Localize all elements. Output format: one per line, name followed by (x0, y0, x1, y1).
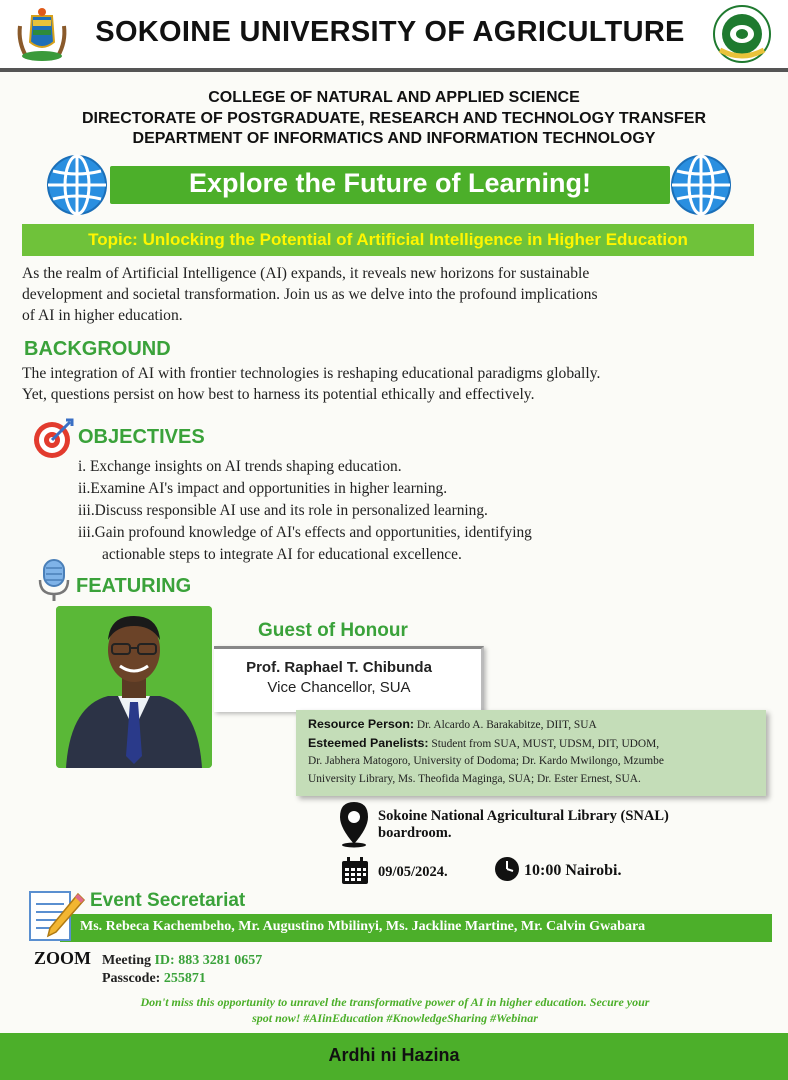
call-to-action (90, 995, 700, 1026)
topic-text: Topic: Unlocking the Potential of Artificial Intelligence in Higher Education (88, 230, 688, 249)
department-headings (0, 88, 788, 150)
zoom-id-value: 883 3281 0657 (178, 953, 263, 968)
panelists-line: Dr. Jabhera Matogoro, University of Dodoma; Dr. Kardo Mwilongo, Mzumbe (308, 755, 664, 767)
globe-icon (46, 154, 108, 216)
zoom-brand: ZOOM (34, 948, 91, 968)
zoom-id-label: ID: (154, 953, 175, 968)
intro-line: As the realm of Artificial Intelligence (AI) expands, it reveals new horizons for sustainable (22, 265, 590, 282)
intro-paragraph (22, 263, 762, 326)
guest-card (214, 646, 484, 712)
venue-text (378, 808, 738, 842)
title-banner (110, 166, 670, 204)
zoom-meeting-id (102, 953, 262, 969)
panelists-value: Student from SUA, MUST, UDSM, DIT, UDOM, (431, 737, 660, 750)
objectives-list (78, 456, 758, 566)
cta-line: Don't miss this opportunity to unravel the transformative power of AI in higher education. Secure your (140, 995, 650, 1009)
resource-panel (296, 710, 766, 796)
zoom-passcode-label: Passcode: (102, 971, 161, 986)
guest-photo (56, 606, 212, 768)
resource-person-line (308, 716, 758, 735)
venue-line: boardroom. (378, 825, 452, 841)
background-line: The integration of AI with frontier technologies is reshaping educational paradigms globally. (22, 365, 601, 382)
objectives-heading: OBJECTIVES (78, 426, 205, 448)
calendar-icon (340, 856, 370, 886)
footer-bar (0, 1033, 788, 1080)
zoom-passcode (102, 971, 206, 987)
microphone-icon (36, 558, 72, 602)
zoom-passcode-value: 255871 (163, 971, 206, 986)
panelists-line (308, 735, 758, 754)
featuring-heading: FEATURING (76, 575, 192, 597)
footer-motto: Ardhi ni Hazina (328, 1045, 460, 1065)
secretariat-bar (60, 914, 772, 942)
clock-icon (494, 856, 520, 882)
panelists-line: University Library, Ms. Theofida Maginga, SUA; Dr. Ester Ernest, SUA. (308, 772, 641, 785)
list-item-continuation: actionable steps to integrate AI for educational excellence. (102, 546, 462, 563)
background-heading: BACKGROUND (24, 338, 171, 360)
resource-person-label: Resource Person: (308, 717, 415, 731)
cta-line: spot now! #AIinEducation #KnowledgeSharing #Webinar (252, 1010, 538, 1025)
topic-bar (22, 224, 754, 256)
header-bar (0, 0, 788, 72)
target-icon (32, 418, 74, 460)
tanzania-coat-of-arms-icon (14, 6, 70, 64)
resource-person-value: Dr. Alcardo A. Barakabitze, DIIT, SUA (416, 719, 597, 731)
guest-name: Prof. Raphael T. Chibunda (246, 659, 432, 676)
venue-line: Sokoine National Agricultural Library (SNAL) (378, 808, 669, 824)
directorate-line: DIRECTORATE OF POSTGRADUATE, RESEARCH AND TECHNOLOGY TRANSFER (81, 109, 707, 127)
university-title: SOKOINE UNIVERSITY OF AGRICULTURE (95, 16, 685, 48)
list-item: iii.Discuss responsible AI use and its role in personalized learning. (78, 502, 488, 519)
list-item: ii.Examine AI's impact and opportunities in higher learning. (78, 480, 448, 497)
globe-icon (670, 154, 732, 216)
department-line: DEPARTMENT OF INFORMATICS AND INFORMATION TECHNOLOGY (132, 130, 656, 147)
guest-role: Vice Chancellor, SUA (267, 679, 411, 696)
intro-line: development and societal transformation. Join us as we delve into the profound implications (22, 286, 598, 303)
list-item: i. Exchange insights on AI trends shaping education. (78, 458, 402, 475)
pencil-notepad-icon (28, 886, 86, 944)
sua-seal-icon (712, 4, 772, 64)
secretariat-members: Ms. Rebeca Kachembeho, Mr. Augustino Mbilinyi, Ms. Jackline Martine, Mr. Calvin Gwabara (80, 919, 646, 934)
background-paragraph (22, 363, 762, 405)
intro-line: of AI in higher education. (22, 307, 183, 324)
college-line: COLLEGE OF NATURAL AND APPLIED SCIENCE (208, 89, 580, 106)
guest-of-honour-heading: Guest of Honour (258, 620, 408, 641)
event-title: Explore the Future of Learning! (188, 168, 592, 198)
location-pin-icon (336, 800, 372, 848)
resource-panel-text (308, 716, 758, 788)
list-item: iii.Gain profound knowledge of AI's effects and opportunities, identifying (78, 524, 532, 541)
zoom-meeting-label: Meeting (102, 953, 151, 968)
background-line: Yet, questions persist on how best to harness its potential ethically and effectively. (22, 386, 535, 403)
panelists-label: Esteemed Panelists: (308, 735, 429, 750)
event-time: 10:00 Nairobi. (524, 862, 622, 879)
secretariat-heading: Event Secretariat (90, 890, 246, 911)
guest-portrait-image (56, 606, 212, 768)
event-date: 09/05/2024. (378, 864, 448, 880)
